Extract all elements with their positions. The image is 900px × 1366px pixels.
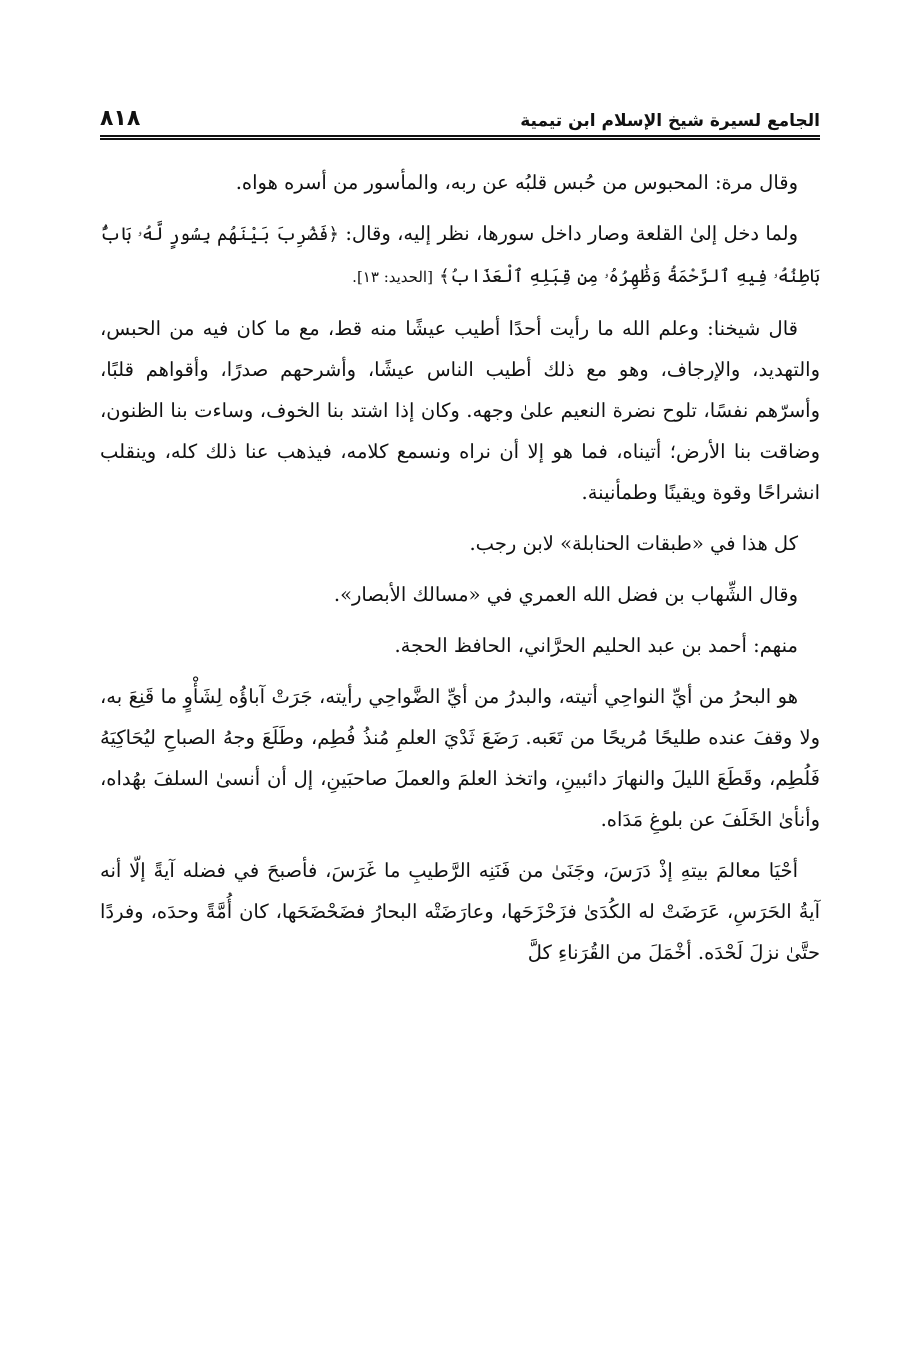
- paragraph-7: هو البحرُ من أيِّ النواحِي أتيته، والبدرُ من أيِّ الضَّواحِي رأيته، جَرَتْ آباؤُه لِشَأْوٍ ما قَنِعَ به، ولا وقفَ عنده طليحًا مُريحًا من تَعَبه. رَضَعَ ثَدْيَ العلمِ مُنذُ فُطِم، وطَلَعَ وجهُ الصباحِ ليُحَاكِيَهُ فَلُطِم، وقَطَعَ الليلَ والنهارَ دائبينِ، واتخذ العلمَ والعملَ صاحبَينِ، إل أن أنسىٰ السلفَ بهُداه، وأنأىٰ الخَلَفَ عن بلوغِ مَدَاه.: [100, 685, 820, 831]
- quran-verse: ﴿فَضُرِبَ بَيْنَهُم بِسُورٍ لَّهُۥ بَابٌۢ بَاطِنُهُۥ فِيهِ ٱلرَّحْمَةُ وَظَٰهِرُهُۥ مِن قِبَلِهِ ٱلْعَذَابُ﴾: [100, 224, 820, 287]
- document-page: [100, 100, 820, 1280]
- running-header: [100, 100, 820, 140]
- verse-reference: [الحديد: ١٣].: [352, 268, 433, 286]
- body-text: [100, 162, 820, 973]
- paragraph-3: قال شيخنا: وعلم الله ما رأيت أحدًا أطيب عيشًا منه قط، مع ما كان فيه من الحبس، والتهديد، والإرجاف، وهو مع ذلك أطيب الناس عيشًا، وأشرحهم صدرًا، وأقواهم قلبًا، وأسرّهم نفسًا، تلوح نضرة النعيم علىٰ وجهه. وكان إذا اشتد بنا الخوف، وساءت بنا الظنون، وضاقت بنا الأرض؛ أتيناه، فما هو إلا أن نراه ونسمع كلامه، فيذهب عنا ذلك كله، وينقلب انشراحًا وقوة ويقينًا وطمأنينة.: [100, 317, 820, 504]
- paragraph-1: وقال مرة: المحبوس من حُبس قلبُه عن ربه، والمأسور من أسره هواه.: [235, 171, 798, 194]
- paragraph-2: [100, 213, 820, 298]
- book-title: الجامع لسيرة شيخ الإسلام ابن تيمية: [520, 111, 820, 131]
- page-number: ٨١٨: [100, 106, 141, 131]
- paragraph-2-intro: ولما دخل إلىٰ القلعة وصار داخل سورها، نظر إليه، وقال:: [345, 222, 798, 245]
- paragraph-6: منهم: أحمد بن عبد الحليم الحرَّاني، الحافظ الحجة.: [394, 634, 798, 657]
- paragraph-8: أحْيَا معالمَ بيتهِ إذْ دَرَسَ، وجَنَىٰ من فَنَنِه الرَّطيبِ ما غَرَسَ، فأصبحَ في فضله آيةً إلّا أنه آيةُ الحَرَسِ، عَرَضَتْ له الكُدَىٰ فزَحْزَحَها، وعارَضَتْه البحارُ فضَحْضَحَها، كان أُمَّةً وحدَه، وفردًا حتَّىٰ نزلَ لَحْدَه. أخْمَلَ من القُرَناءِ كلَّ: [100, 859, 820, 964]
- paragraph-4: كل هذا في «طبقات الحنابلة» لابن رجب.: [469, 532, 798, 555]
- paragraph-5: وقال الشِّهاب بن فضل الله العمري في «مسالك الأبصار».: [333, 583, 798, 606]
